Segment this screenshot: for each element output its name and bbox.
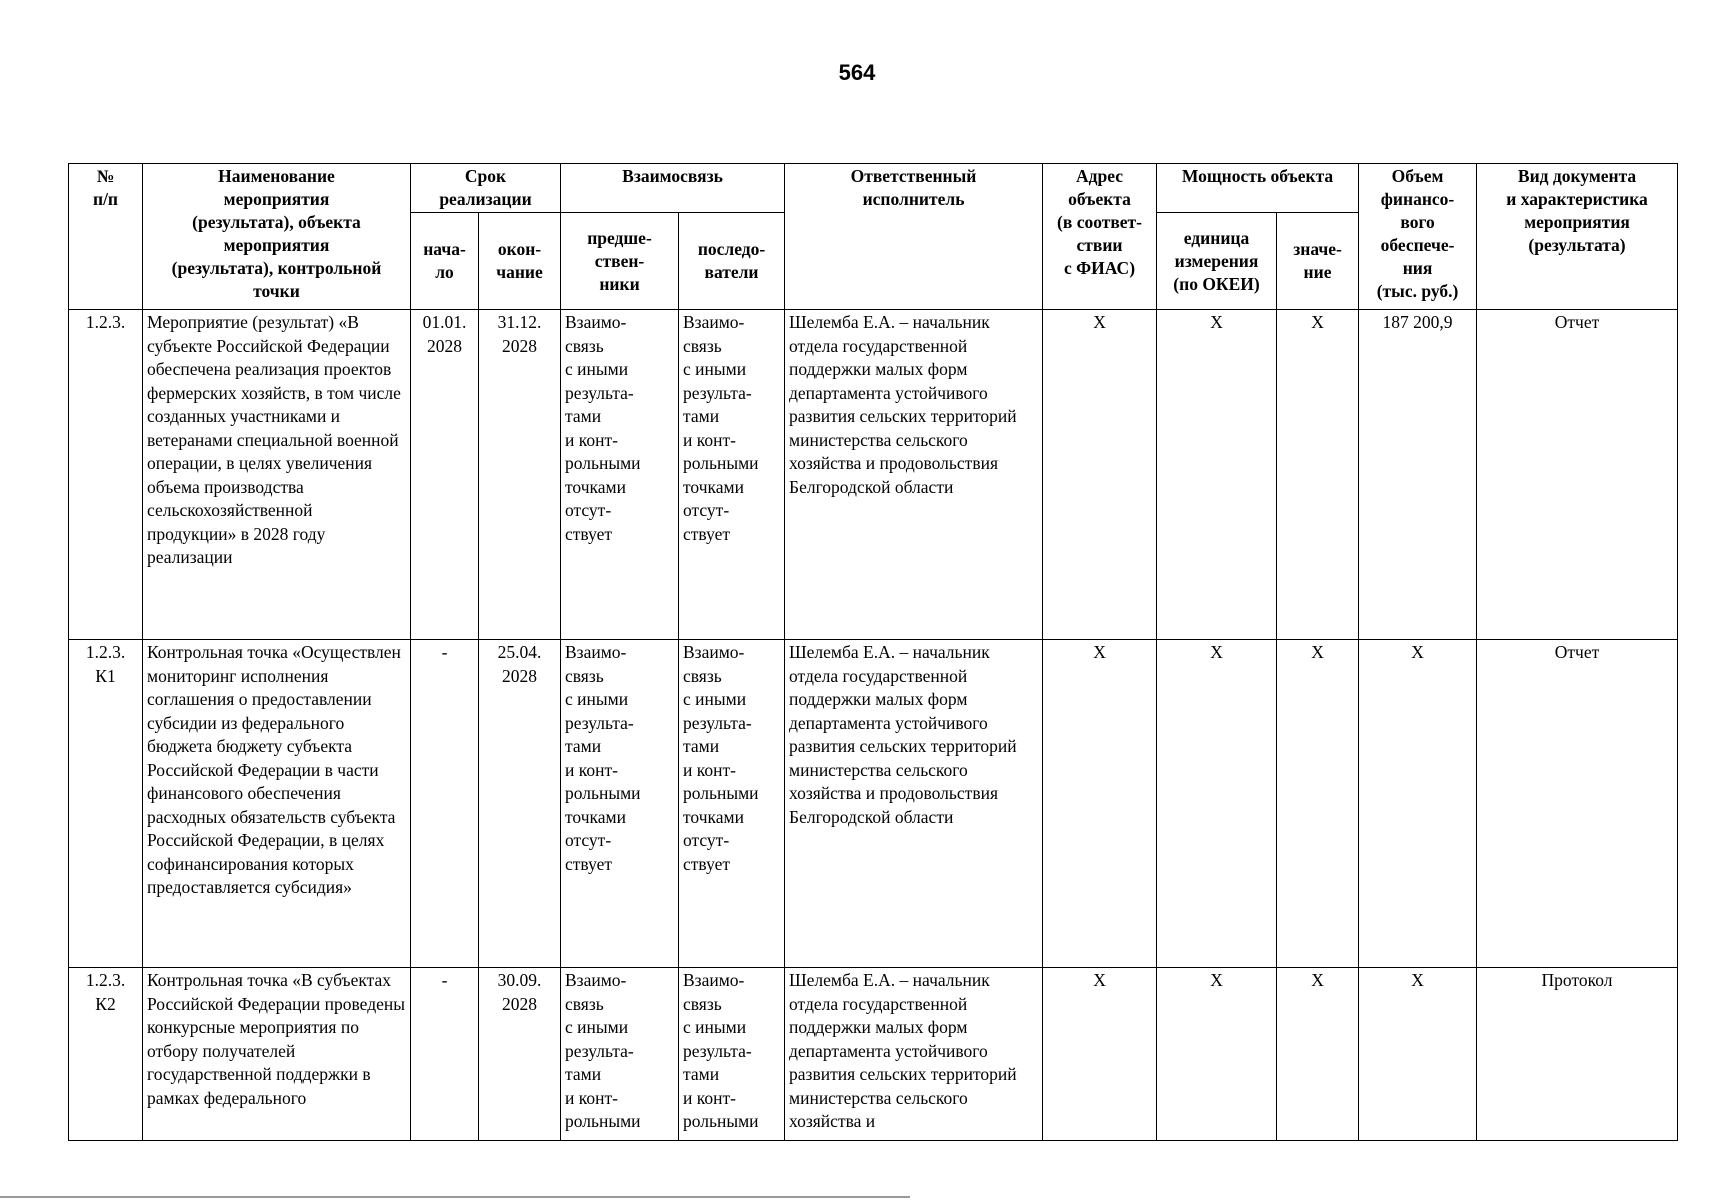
row-value: X <box>1277 968 1359 1141</box>
row-responsible: Шелемба Е.А. – начальник отдела государственной поддержки малых форм департамента устойчивого развития сельских территорий министерства сельского хозяйства и продовольствия Белгородской области <box>785 310 1043 640</box>
header-num: № п/п <box>69 164 143 310</box>
row-address: X <box>1043 968 1157 1141</box>
row-address: X <box>1043 640 1157 968</box>
row-prev: Взаимо- связь с иными результа- тами и конт- рольными точками отсут- ствует <box>561 640 679 968</box>
header-responsible: Ответственный исполнитель <box>785 164 1043 310</box>
header-name: Наименование мероприятия (результата), объекта мероприятия (результата), контрольной точки <box>143 164 411 310</box>
header-relation: Взаимосвязь <box>561 164 785 213</box>
row-unit: X <box>1157 310 1277 640</box>
scan-edge-line <box>0 1196 910 1198</box>
row-doc-type: Протокол <box>1477 968 1678 1141</box>
table-row <box>69 968 1678 1141</box>
row-next: Взаимо- связь с иными результа- тами и конт- рольными точками отсут- ствует <box>679 310 785 640</box>
header-capacity-unit: единица измерения (по ОКЕИ) <box>1157 213 1277 310</box>
row-unit: X <box>1157 968 1277 1141</box>
header-address: Адрес объекта (в соответ- ствии с ФИАС) <box>1043 164 1157 310</box>
row-value: X <box>1277 310 1359 640</box>
row-volume: X <box>1359 968 1477 1141</box>
row-responsible: Шелемба Е.А. – начальник отдела государственной поддержки малых форм департамента устойчивого развития сельских территорий министерства сельского хозяйства и <box>785 968 1043 1141</box>
header-term: Срок реализации <box>411 164 561 213</box>
page-number: 564 <box>838 60 876 85</box>
row-end: 30.09. 2028 <box>479 968 561 1141</box>
row-next: Взаимо- связь с иными результа- тами и конт- рольными точками отсут- ствует <box>679 640 785 968</box>
row-value: X <box>1277 640 1359 968</box>
row-doc-type: Отчет <box>1477 640 1678 968</box>
row-next: Взаимо- связь с иными результа- тами и конт- рольными <box>679 968 785 1141</box>
row-start: - <box>411 968 479 1141</box>
table-header <box>69 164 1678 310</box>
row-doc-type: Отчет <box>1477 310 1678 640</box>
row-prev: Взаимо- связь с иными результа- тами и конт- рольными точками отсут- ствует <box>561 310 679 640</box>
table-row <box>69 640 1678 968</box>
row-end: 25.04. 2028 <box>479 640 561 968</box>
row-volume: 187 200,9 <box>1359 310 1477 640</box>
header-term-start: нача- ло <box>411 213 479 310</box>
measures-table <box>68 163 1678 1141</box>
header-capacity: Мощность объекта <box>1157 164 1359 213</box>
row-num: 1.2.3. К1 <box>69 640 143 968</box>
row-start: - <box>411 640 479 968</box>
row-name: Контрольная точка «В субъектах Российской Федерации проведены конкурсные мероприятия по отбору получателей государственной поддержки в рамках федерального <box>143 968 411 1141</box>
row-num: 1.2.3. <box>69 310 143 640</box>
row-unit: X <box>1157 640 1277 968</box>
header-capacity-value: значе- ние <box>1277 213 1359 310</box>
header-relation-next: последо- ватели <box>679 213 785 310</box>
row-name: Контрольная точка «Осуществлен мониторинг исполнения соглашения о предоставлении субсидии из федерального бюджета бюджету субъекта Российской Федерации в части финансового обеспечения расходных обязательств субъекта Российской Федерации, в целях софинансирования которых предоставляется субсидия» <box>143 640 411 968</box>
header-term-end: окон- чание <box>479 213 561 310</box>
row-address: X <box>1043 310 1157 640</box>
header-relation-prev: предше- ствен- ники <box>561 213 679 310</box>
table-row <box>69 310 1678 640</box>
header-volume: Объем финансо- вого обеспече- ния (тыс. руб.) <box>1359 164 1477 310</box>
row-volume: X <box>1359 640 1477 968</box>
row-num: 1.2.3. К2 <box>69 968 143 1141</box>
row-start: 01.01. 2028 <box>411 310 479 640</box>
row-responsible: Шелемба Е.А. – начальник отдела государственной поддержки малых форм департамента устойчивого развития сельских территорий министерства сельского хозяйства и продовольствия Белгородской области <box>785 640 1043 968</box>
header-doc-type: Вид документа и характеристика мероприятия (результата) <box>1477 164 1678 310</box>
row-end: 31.12. 2028 <box>479 310 561 640</box>
row-prev: Взаимо- связь с иными результа- тами и конт- рольными <box>561 968 679 1141</box>
row-name: Мероприятие (результат) «В субъекте Российской Федерации обеспечена реализация проектов фермерских хозяйств, в том числе созданных участниками и ветеранами специальной военной операции, в целях увеличения объема производства сельскохозяйственной продукции» в 2028 году реализации <box>143 310 411 640</box>
